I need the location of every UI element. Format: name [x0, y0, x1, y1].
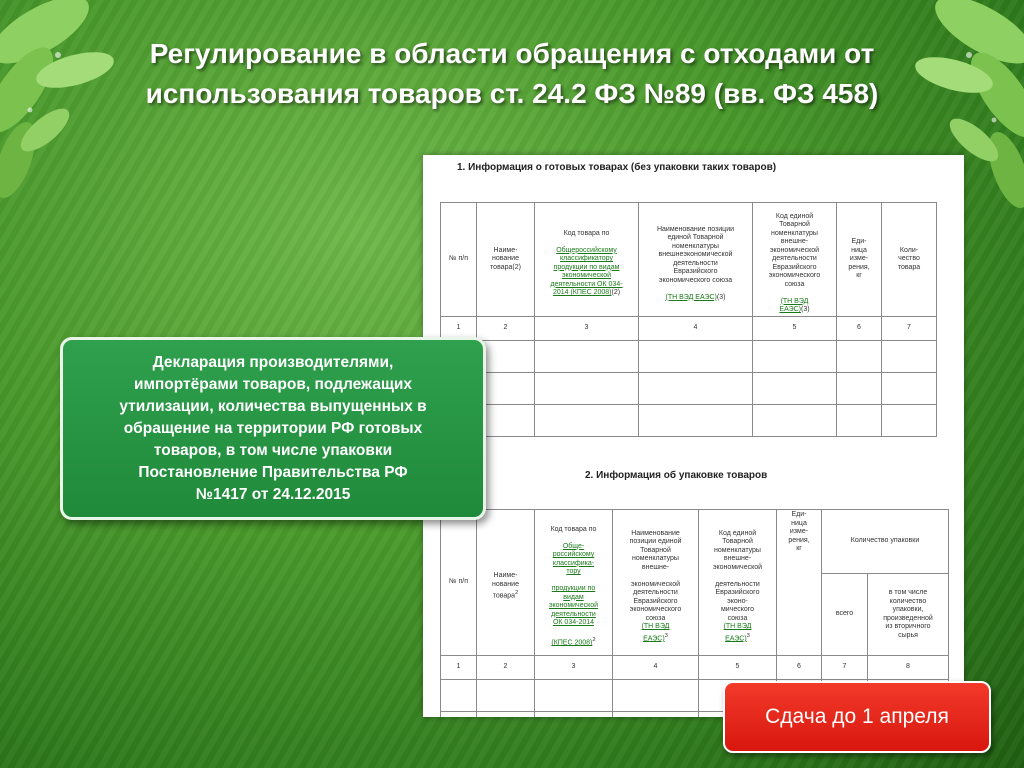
- header-name: [477, 510, 535, 656]
- header-okpd: [535, 203, 639, 317]
- table-row: [441, 405, 937, 437]
- header-num: № п/п: [441, 203, 477, 317]
- header-tnved-code-link: (ТН ВЭД ЕАЭС): [723, 623, 752, 643]
- col-number: 2: [477, 317, 535, 341]
- header-pack-qty: Количество упаковки: [822, 510, 949, 574]
- header-name: Наиме- нование товара(2): [477, 203, 535, 317]
- header-okpd-link: Обще- российскому классифика- тору продукции по видам экономической деятельности ОК 034-2014 (КПЕС 2008): [548, 542, 599, 647]
- header-total: всего: [822, 574, 868, 656]
- header-tnved-code-sup: 3: [746, 632, 750, 639]
- header-okpd-text: Код товара по: [550, 525, 597, 533]
- header-tnved-code-text: Код единой Товарной номенклатуры внешне- экономической деятельности Евразийского эконо- мического союза: [712, 529, 763, 622]
- header-name-text: Наиме- нование товара: [492, 572, 519, 600]
- col-number: 2: [477, 656, 535, 680]
- header-name-sup: 2: [515, 590, 519, 597]
- deadline-badge: Сдача до 1 апреля: [723, 681, 991, 753]
- table-row: [441, 341, 937, 373]
- header-tnved-name: [639, 203, 753, 317]
- col-number: 7: [882, 317, 937, 341]
- table-header-row: [441, 510, 949, 574]
- header-tnved-name: [613, 510, 699, 656]
- header-tnved-name-link: (ТН ВЭД ЕАЭС): [665, 293, 717, 301]
- col-number: 6: [837, 317, 882, 341]
- header-unit: Еди- ница изме- рения, кг: [837, 203, 882, 317]
- header-tnved-name-sup: (3): [716, 293, 726, 301]
- declaration-callout: [60, 337, 486, 520]
- header-tnved-name-text: Наименование позиции единой Товарной номенклатуры внешнеэкономической деятельности Евразийского экономического союза: [656, 225, 735, 284]
- slide-title: [40, 34, 984, 114]
- table-number-row: [441, 317, 937, 341]
- col-number: 7: [822, 656, 868, 680]
- section-2-heading: 2. Информация об упаковке товаров: [585, 470, 768, 481]
- col-number: 5: [753, 317, 837, 341]
- col-number: 6: [777, 656, 822, 680]
- declaration-form-image: [423, 155, 964, 717]
- table-header-row: [441, 203, 937, 317]
- col-number: 1: [441, 317, 477, 341]
- table-row: [441, 373, 937, 405]
- col-number: 1: [441, 656, 477, 680]
- header-unit: Еди- ница изме- рения, кг: [777, 510, 822, 656]
- col-number: 5: [699, 656, 777, 680]
- header-tnved-code-text: Код единой Товарной номенклатуры внешне- экономической деятельности Евразийского экономического союза: [768, 212, 821, 288]
- header-incl: в том числе количество упаковки, произведенной из вторичного сырья: [868, 574, 949, 656]
- header-tnved-name-sup: 3: [664, 632, 668, 639]
- col-number: 4: [613, 656, 699, 680]
- callout-text: Декларация производителями, импортёрами товаров, подлежащих утилизации, количества выпущенных в обращение на территории РФ готовых товаров, в том числе упаковки Постановление Правительства РФ №1417 от 24.12.2015: [119, 353, 427, 503]
- section-1-heading: 1. Информация о готовых товарах (без упаковки таких товаров): [457, 162, 777, 173]
- header-tnved-code: [753, 203, 837, 317]
- header-okpd: [535, 510, 613, 656]
- col-number: 8: [868, 656, 949, 680]
- col-number: 3: [535, 317, 639, 341]
- col-number: 3: [535, 656, 613, 680]
- header-okpd-link: Общероссийскому классификатору продукции по видам экономической деятельности ОК 034- 2014 (КПЕС 2008): [550, 246, 623, 297]
- header-num: № п/п: [441, 510, 477, 656]
- header-tnved-code: [699, 510, 777, 656]
- header-okpd-sup: (2): [611, 289, 621, 297]
- slide-title-line-2: использования товаров ст. 24.2 ФЗ №89 (вв. ФЗ 458): [145, 78, 879, 109]
- slide-title-line-1: Регулирование в области обращения с отходами от: [149, 38, 875, 69]
- table-number-row: [441, 656, 949, 680]
- section-1-table: [440, 202, 937, 437]
- header-okpd-text: Код товара по: [563, 229, 610, 237]
- header-tnved-code-sup: (3): [801, 306, 810, 314]
- header-tnved-code-link: (ТН ВЭД ЕАЭС): [779, 297, 809, 314]
- header-tnved-name-link: (ТН ВЭД ЕАЭС): [641, 623, 670, 643]
- header-qty: Коли- чество товара: [882, 203, 937, 317]
- header-tnved-name-text: Наименование позиции единой Товарной номенклатуры внешне- экономической деятельности Евразийского экономического союза: [629, 529, 682, 622]
- col-number: 4: [639, 317, 753, 341]
- header-okpd-sup: 2: [592, 637, 596, 644]
